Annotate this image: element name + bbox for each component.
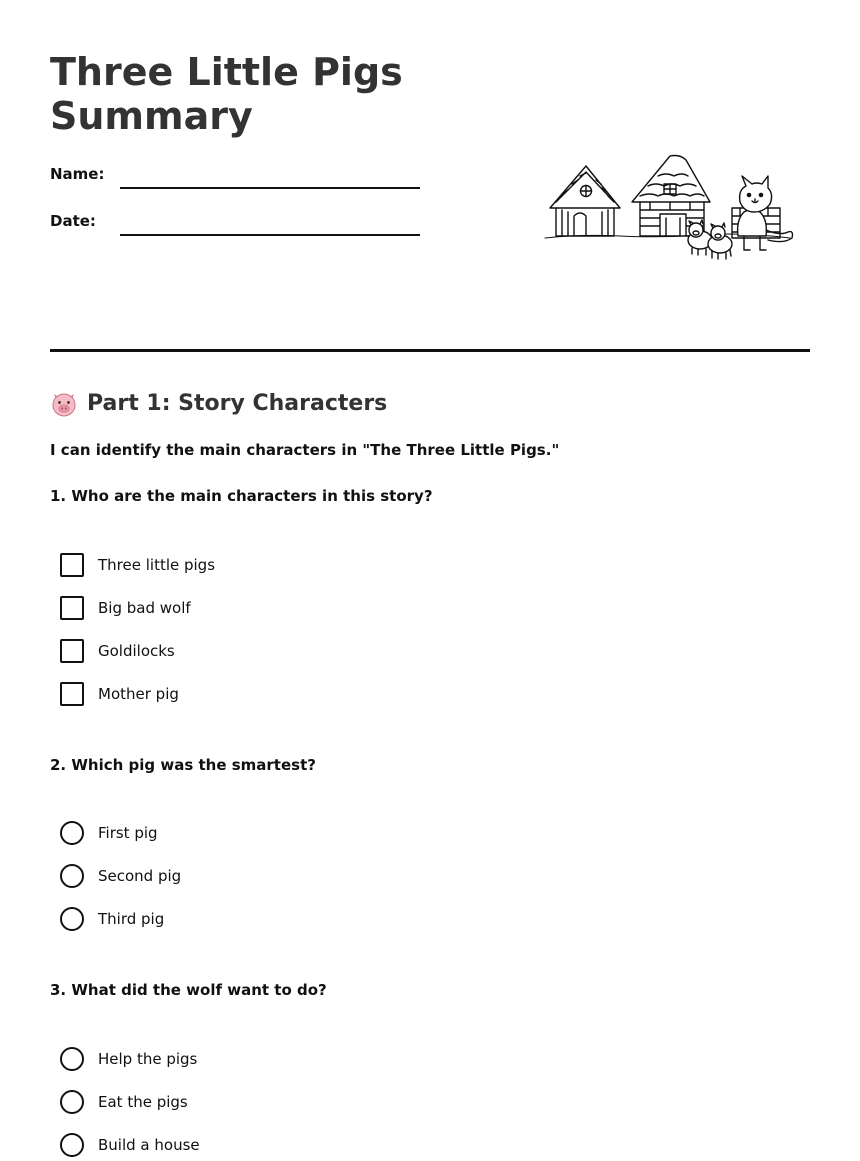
- option-label: Help the pigs: [98, 1050, 198, 1068]
- option-three-little-pigs[interactable]: [60, 553, 215, 577]
- option-build-a-house[interactable]: [60, 1133, 200, 1157]
- question-3: 3. What did the wolf want to do?: [50, 981, 327, 999]
- option-goldilocks[interactable]: [60, 639, 175, 663]
- option-third-pig[interactable]: [60, 907, 164, 931]
- option-label: Build a house: [98, 1136, 200, 1154]
- three-pigs-illustration-icon: [540, 150, 800, 260]
- option-second-pig[interactable]: [60, 864, 181, 888]
- checkbox[interactable]: [60, 639, 84, 663]
- option-label: Three little pigs: [98, 556, 216, 574]
- radio-button[interactable]: [60, 821, 84, 845]
- option-label: Mother pig: [98, 685, 179, 703]
- page-title: [50, 50, 490, 138]
- title-line-1: Three Little Pigs: [50, 50, 403, 94]
- question-2: 2. Which pig was the smartest?: [50, 756, 316, 774]
- option-label: Goldilocks: [98, 642, 175, 660]
- option-label: Eat the pigs: [98, 1093, 188, 1111]
- section-divider: [50, 349, 810, 352]
- radio-button[interactable]: [60, 1090, 84, 1114]
- date-field-line[interactable]: [120, 234, 420, 236]
- option-mother-pig[interactable]: [60, 682, 179, 706]
- radio-button[interactable]: [60, 1047, 84, 1071]
- part1-title-text: Part 1: Story Characters: [87, 391, 388, 416]
- option-eat-the-pigs[interactable]: [60, 1090, 188, 1114]
- part1-objective: I can identify the main characters in "The Three Little Pigs.": [50, 441, 560, 459]
- title-line-2: Summary: [50, 94, 253, 138]
- pig-face-icon: [50, 390, 78, 418]
- checkbox[interactable]: [60, 682, 84, 706]
- checkbox[interactable]: [60, 553, 84, 577]
- part1-title: [50, 388, 387, 420]
- name-field-line[interactable]: [120, 187, 420, 189]
- option-label: Second pig: [98, 867, 182, 885]
- radio-button[interactable]: [60, 864, 84, 888]
- name-label: Name:: [50, 165, 105, 183]
- option-first-pig[interactable]: [60, 821, 158, 845]
- radio-button[interactable]: [60, 1133, 84, 1157]
- option-label: Big bad wolf: [98, 599, 191, 617]
- radio-button[interactable]: [60, 907, 84, 931]
- option-label: Third pig: [98, 910, 165, 928]
- checkbox[interactable]: [60, 596, 84, 620]
- option-big-bad-wolf[interactable]: [60, 596, 191, 620]
- date-label: Date:: [50, 212, 96, 230]
- option-help-the-pigs[interactable]: [60, 1047, 197, 1071]
- option-label: First pig: [98, 824, 158, 842]
- question-1: 1. Who are the main characters in this story?: [50, 487, 433, 505]
